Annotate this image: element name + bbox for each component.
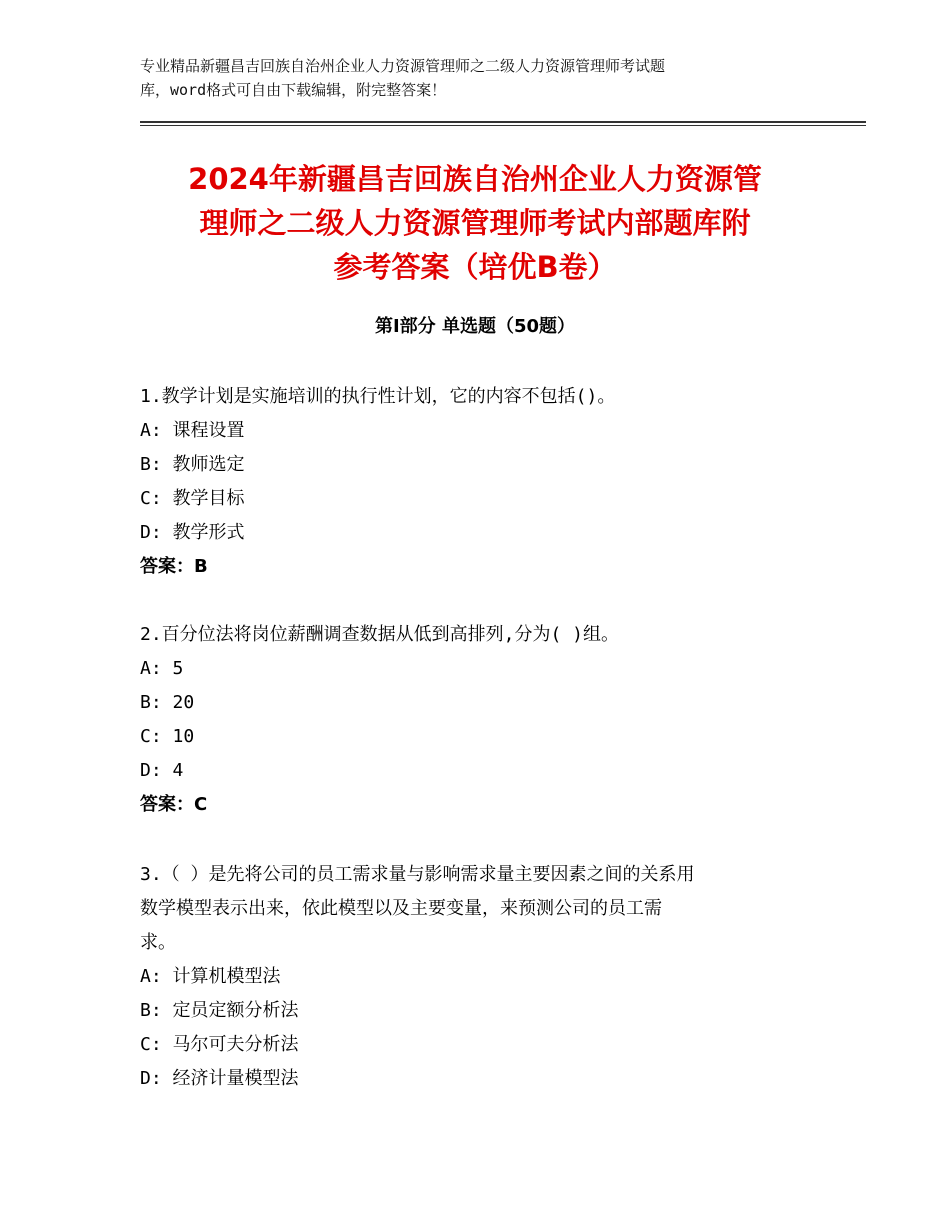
title-line: 2024年新疆昌吉回族自治州企业人力资源管 (188, 162, 762, 196)
question-3 (140, 858, 830, 1096)
option-a: A: 计算机模型法 (140, 966, 281, 987)
title-line: 理师之二级人力资源管理师考试内部题库附 (199, 206, 751, 240)
option-b: B: 20 (140, 692, 195, 713)
option-c: C: 10 (140, 726, 195, 747)
option-d: D: 经济计量模型法 (140, 1068, 299, 1089)
question-stem: 求。 (140, 932, 176, 953)
answer: 答案：C (140, 794, 208, 815)
option-b: B: 教师选定 (140, 454, 245, 475)
title-line: 参考答案（培优B卷） (333, 250, 617, 284)
option-c: C: 教学目标 (140, 488, 245, 509)
document-title (130, 157, 820, 289)
question-stem: 1.教学计划是实施培训的执行性计划，它的内容不包括()。 (140, 386, 616, 407)
option-a: A: 5 (140, 658, 184, 679)
option-b: B: 定员定额分析法 (140, 1000, 299, 1021)
option-a: A: 课程设置 (140, 420, 245, 441)
header-divider (140, 121, 866, 123)
header-note-line: 专业精品新疆昌吉回族自治州企业人力资源管理师之二级人力资源管理师考试题 (140, 57, 666, 75)
question-stem: 3.（ ）是先将公司的员工需求量与影响需求量主要因素之间的关系用 (140, 864, 695, 885)
header-divider (140, 125, 866, 126)
option-c: C: 马尔可夫分析法 (140, 1034, 299, 1055)
header-note-line: 库，word格式可自由下载编辑，附完整答案！ (140, 81, 447, 99)
question-stem: 2.百分位法将岗位薪酬调查数据从低到高排列,分为( )组。 (140, 624, 620, 645)
question-2 (140, 618, 830, 822)
section-title: 第Ⅰ部分 单选题（50题） (374, 316, 575, 337)
option-d: D: 教学形式 (140, 522, 245, 543)
header-note (140, 54, 820, 102)
question-1 (140, 380, 830, 584)
option-d: D: 4 (140, 760, 184, 781)
answer: 答案：B (140, 556, 208, 577)
question-stem: 数学模型表示出来，依此模型以及主要变量，来预测公司的员工需 (140, 898, 662, 919)
